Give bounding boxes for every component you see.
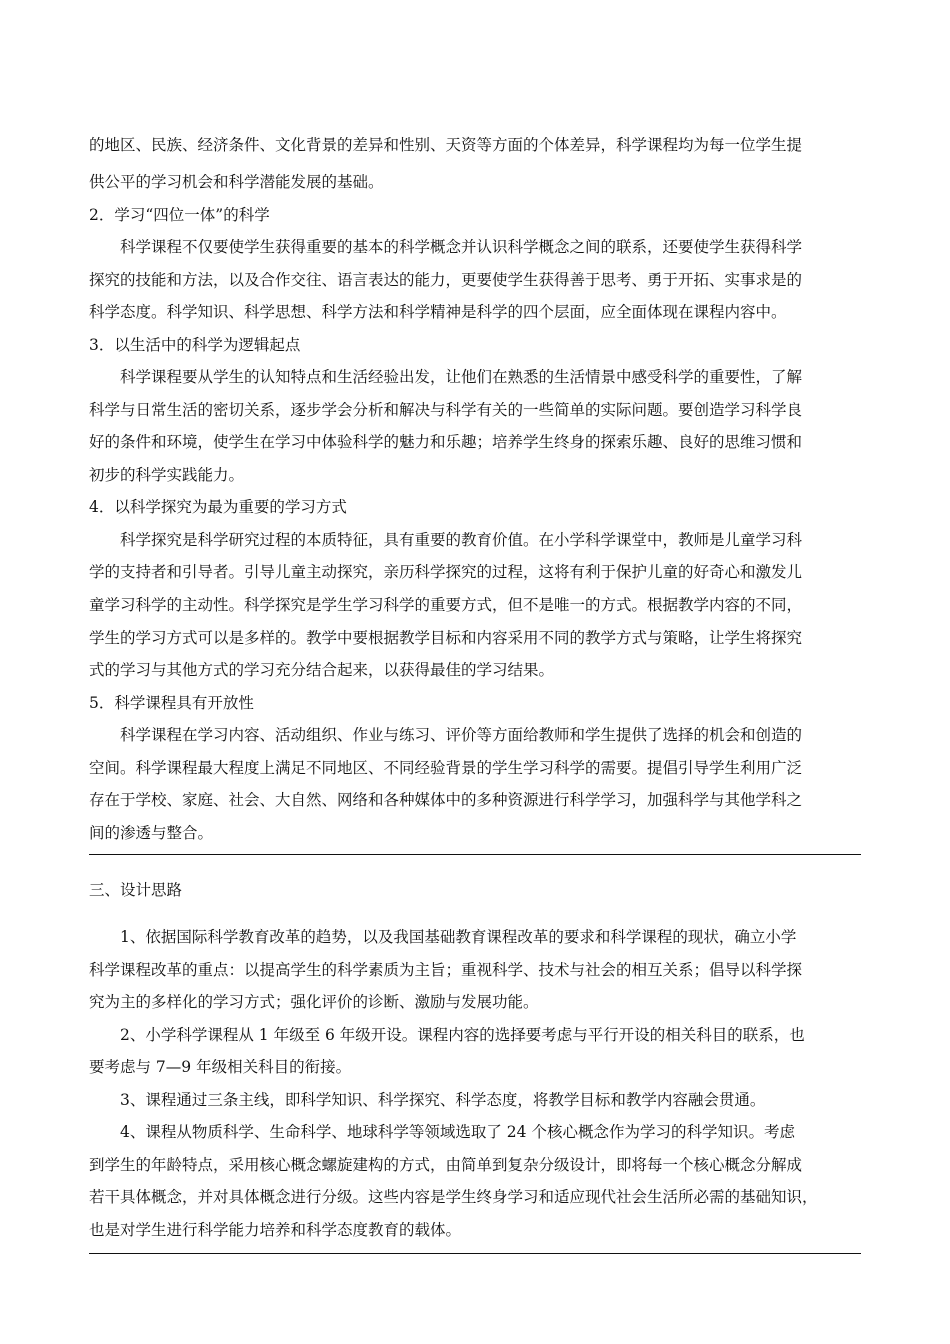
paragraph-line: 科学探究是科学研究过程的本质特征，具有重要的教育价值。在小学科学课堂中，教师是儿童学习科 — [89, 531, 803, 549]
paragraph-line: 4．以科学探究为最为重要的学习方式 — [89, 498, 347, 516]
paragraph-line: 究为主的多样化的学习方式；强化评价的诊断、激励与发展功能。 — [89, 993, 539, 1011]
paragraph-line: 2．学习“四位一体”的科学 — [89, 206, 270, 224]
paragraph-line: 1、依据国际科学教育改革的趋势，以及我国基础教育课程改革的要求和科学课程的现状，确立小学 — [89, 928, 797, 946]
paragraph-line: 2、小学科学课程从 1 年级至 6 年级开设。课程内容的选择要考虑与平行开设的相关科目的联系，也 — [89, 1026, 805, 1044]
paragraph-line: 学的支持者和引导者。引导儿童主动探究，亲历科学探究的过程，这将有利于保护儿童的好奇心和激发儿 — [89, 563, 803, 581]
paragraph-line: 科学课程在学习内容、活动组织、作业与练习、评价等方面给教师和学生提供了选择的机会和创造的 — [89, 726, 803, 744]
paragraph-line: 科学态度。科学知识、科学思想、科学方法和科学精神是科学的四个层面，应全面体现在课程内容中。 — [89, 303, 787, 321]
paragraph-line: 式的学习与其他方式的学习充分结合起来，以获得最佳的学习结果。 — [89, 661, 555, 679]
paragraph-line: 探究的技能和方法，以及合作交往、语言表达的能力，更要使学生获得善于思考、勇于开拓、实事求是的 — [89, 271, 803, 289]
paragraph-line: 学生的学习方式可以是多样的。教学中要根据教学目标和内容采用不同的教学方式与策略，让学生将探究 — [89, 629, 803, 647]
paragraph-line: 科学课程不仅要使学生获得重要的基本的科学概念并认识科学概念之间的联系，还要使学生获得科学 — [89, 238, 803, 256]
paragraph-line: 科学与日常生活的密切关系，逐步学会分析和解决与科学有关的一些简单的实际问题。要创造学习科学良 — [89, 401, 803, 419]
paragraph-line: 5．科学课程具有开放性 — [89, 694, 254, 712]
divider-rule — [89, 1253, 861, 1254]
paragraph-line: 间的渗透与整合。 — [89, 824, 214, 842]
paragraph-line: 3、课程通过三条主线，即科学知识、科学探究、科学态度，将教学目标和教学内容融会贯通。 — [89, 1091, 766, 1109]
paragraph-line: 若干具体概念，并对具体概念进行分级。这些内容是学生终身学习和适应现代社会生活所必需的基础知识， — [89, 1188, 818, 1206]
paragraph-line: 4、课程从物质科学、生命科学、地球科学等领域选取了 24 个核心概念作为学习的科学知识。考虑 — [89, 1123, 795, 1141]
paragraph-line: 空间。科学课程最大程度上满足不同地区、不同经验背景的学生学习科学的需要。提倡引导学生利用广泛 — [89, 759, 803, 777]
paragraph-line: 存在于学校、家庭、社会、大自然、网络和各种媒体中的多种资源进行科学学习，加强科学与其他学科之 — [89, 791, 803, 809]
paragraph-line: 供公平的学习机会和科学潜能发展的基础。 — [89, 173, 384, 191]
paragraph-line: 也是对学生进行科学能力培养和科学态度教育的载体。 — [89, 1221, 462, 1239]
paragraph-line: 好的条件和环境，使学生在学习中体验科学的魅力和乐趣；培养学生终身的探索乐趣、良好的思维习惯和 — [89, 433, 803, 451]
paragraph-line: 的地区、民族、经济条件、文化背景的差异和性别、天资等方面的个体差异，科学课程均为每一位学生提 — [89, 136, 803, 154]
paragraph-line: 到学生的年龄特点，采用核心概念螺旋建构的方式，由简单到复杂分级设计，即将每一个核心概念分解成 — [89, 1156, 803, 1174]
section-heading: 三、设计思路 — [89, 881, 183, 899]
paragraph-line: 科学课程改革的重点：以提高学生的科学素质为主旨；重视科学、技术与社会的相互关系；倡导以科学探 — [89, 961, 803, 979]
paragraph-line: 童学习科学的主动性。科学探究是学生学习科学的重要方式，但不是唯一的方式。根据教学内容的不同， — [89, 596, 803, 614]
paragraph-line: 初步的科学实践能力。 — [89, 466, 245, 484]
divider-rule — [89, 854, 861, 855]
paragraph-line: 科学课程要从学生的认知特点和生活经验出发，让他们在熟悉的生活情景中感受科学的重要性，了解 — [89, 368, 803, 386]
paragraph-line: 要考虑与 7—9 年级相关科目的衔接。 — [89, 1058, 352, 1076]
paragraph-line: 3．以生活中的科学为逻辑起点 — [89, 336, 301, 354]
